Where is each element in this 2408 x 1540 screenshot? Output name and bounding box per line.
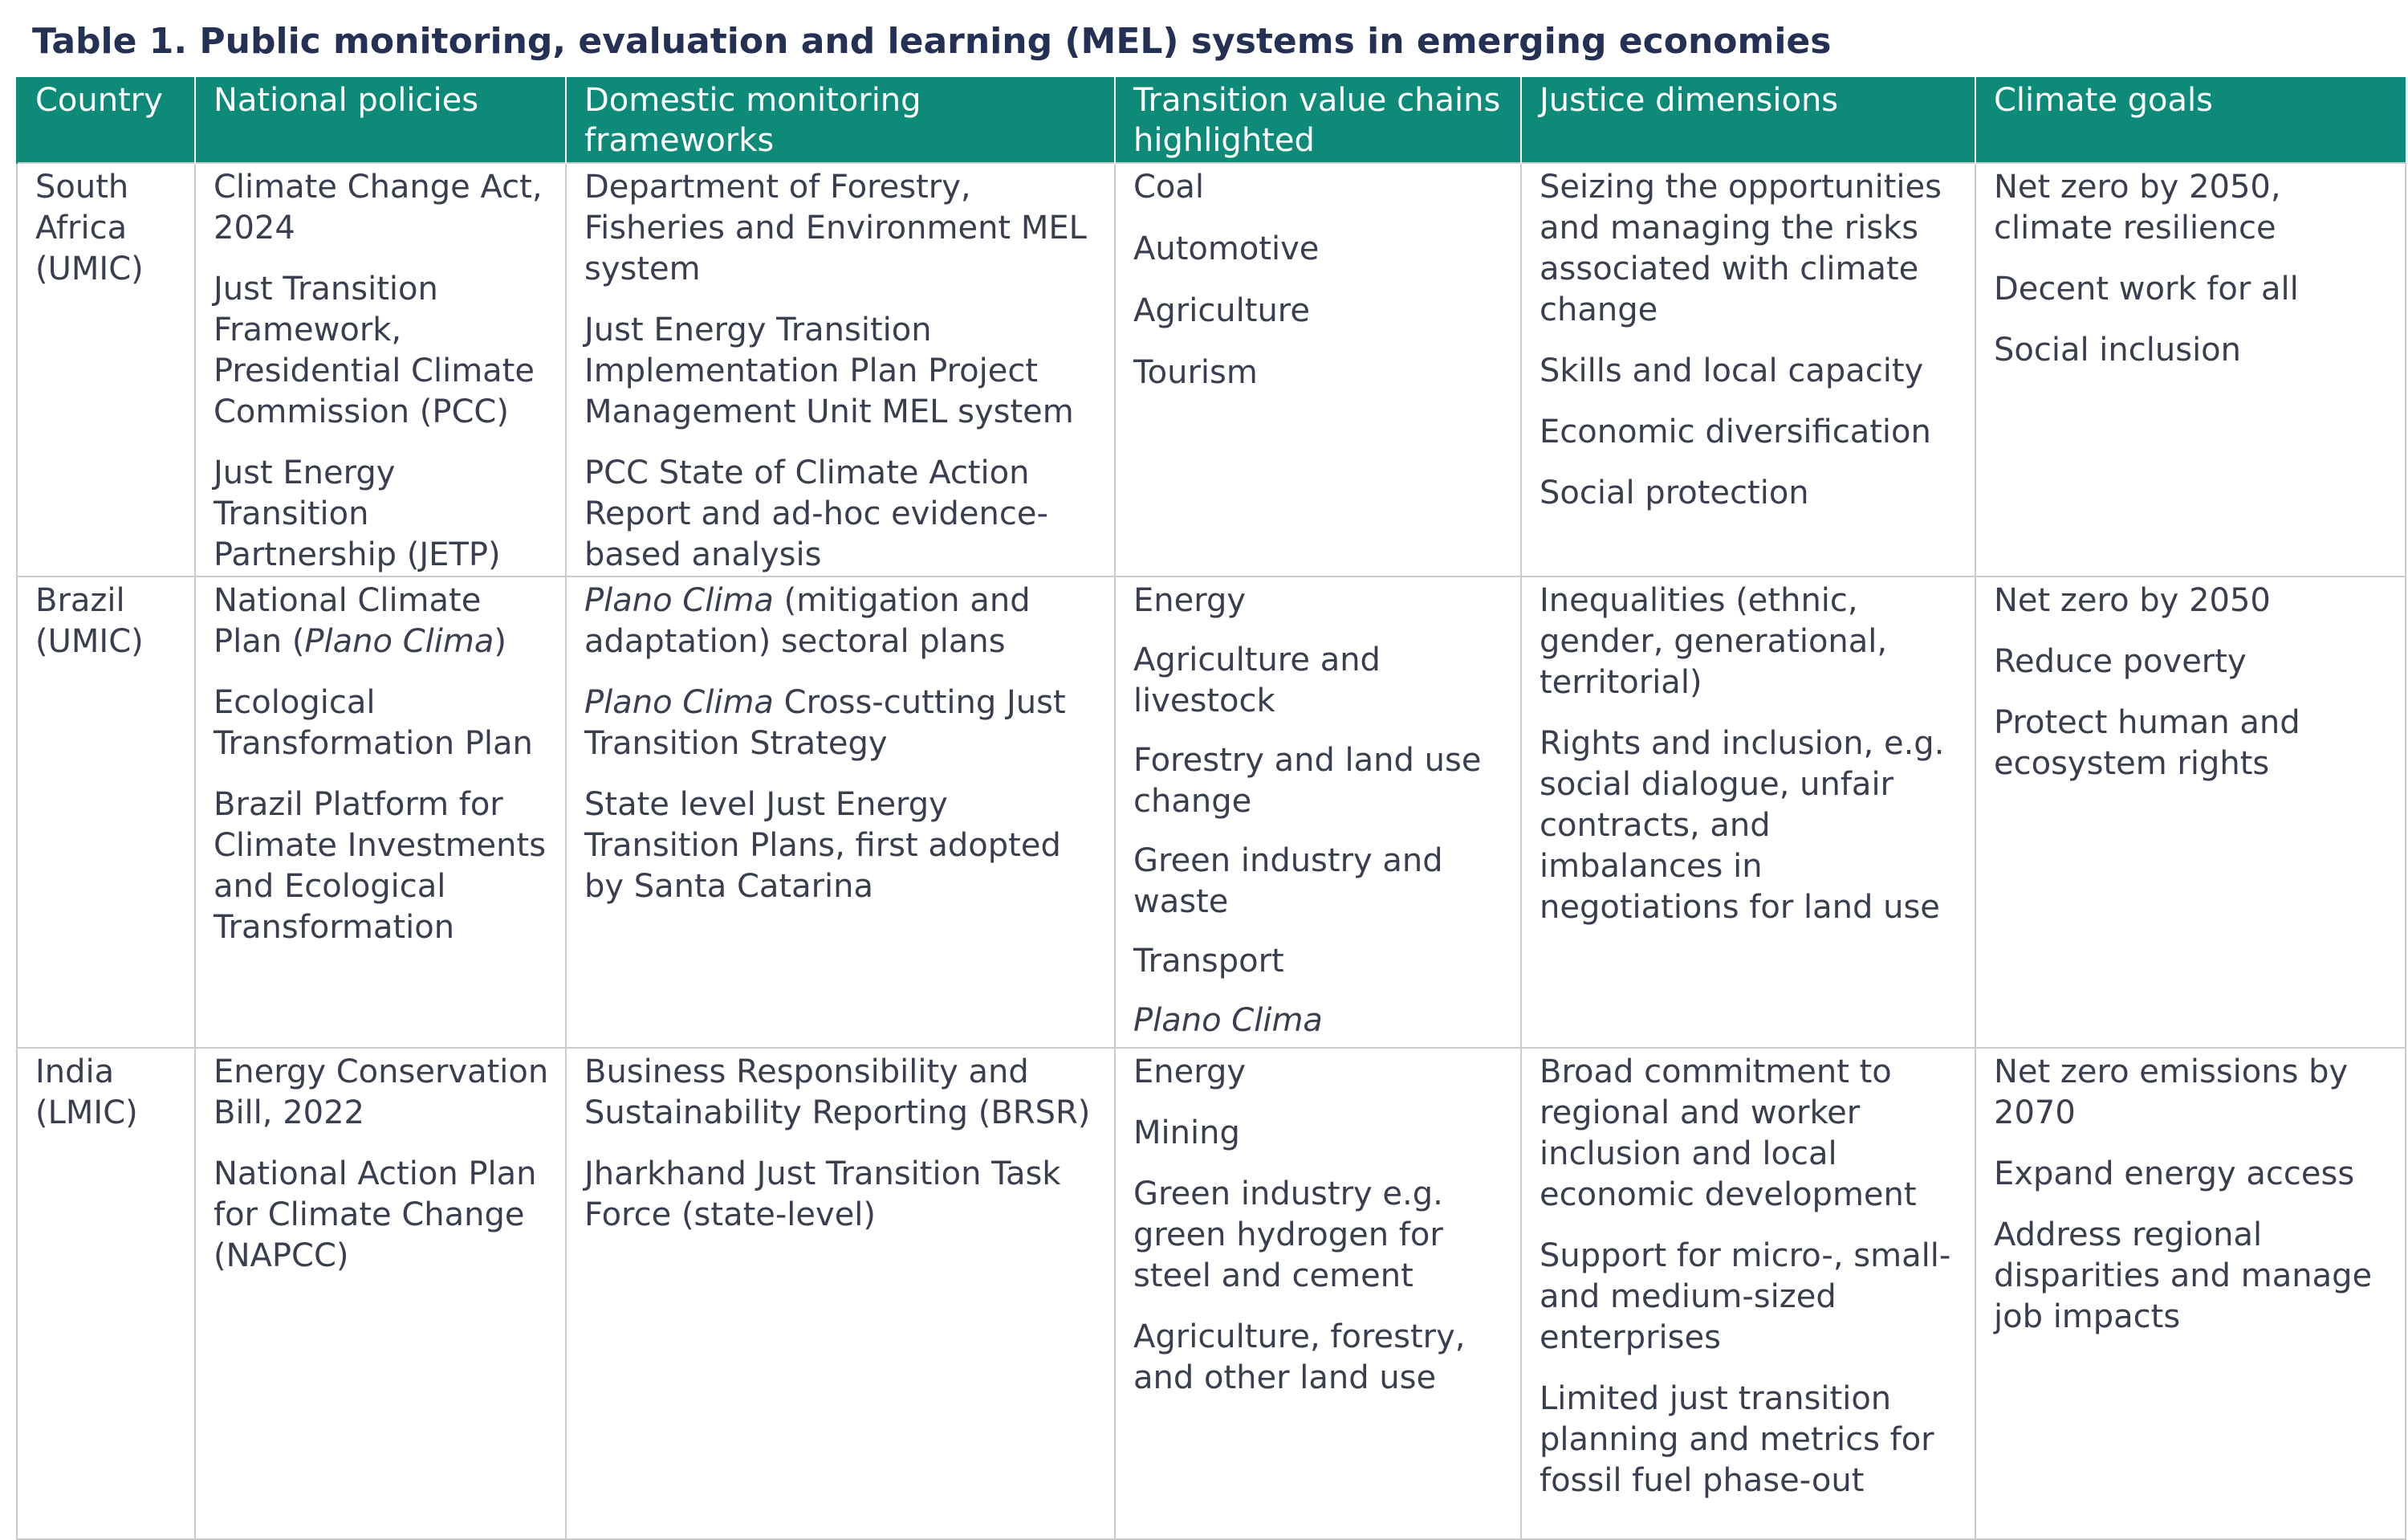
framework-item: Just Energy Transition Implementation Plan Project Management Unit MEL system bbox=[584, 312, 1074, 430]
justice-item: Inequalities (ethnic, gender, generational, territorial) bbox=[1540, 582, 1888, 701]
framework-plan-name: Plano Clima bbox=[584, 684, 774, 721]
table-header-row bbox=[17, 77, 2406, 163]
framework-text: (mitigation and adaptation) sectoral plans bbox=[584, 582, 1031, 660]
country-name: South Africa (UMIC) bbox=[35, 169, 144, 287]
goal-item: Address regional disparities and manage job impacts bbox=[1994, 1216, 2373, 1335]
value-chains-cell bbox=[1115, 163, 1521, 576]
policy-item: Brazil Platform for Climate Investments and Ecological Transformation bbox=[214, 786, 547, 946]
value-chain-item: Agriculture, forestry, and other land use bbox=[1133, 1318, 1466, 1396]
policy-item: Just Transition Framework, Presidential Climate Commission (PCC) bbox=[214, 271, 535, 430]
frameworks-cell bbox=[566, 163, 1115, 576]
frameworks-cell bbox=[566, 576, 1115, 1048]
goal-item: Decent work for all bbox=[1994, 271, 2299, 308]
value-chain-item: Automotive bbox=[1133, 230, 1320, 267]
country-cell bbox=[17, 163, 195, 576]
goal-item: Social inclusion bbox=[1994, 332, 2242, 369]
country-cell bbox=[17, 576, 195, 1048]
value-chain-item: Forestry and land use change bbox=[1133, 742, 1482, 820]
justice-item: Limited just transition planning and metrics for fossil fuel phase-out bbox=[1540, 1380, 1934, 1499]
column-header-transition-value-chains: Transition value chains highlighted bbox=[1115, 77, 1521, 163]
mel-systems-table bbox=[16, 77, 2406, 1540]
policy-plan-name: Plano Clima bbox=[304, 623, 494, 660]
column-header-climate-goals: Climate goals bbox=[1975, 77, 2406, 163]
policy-item bbox=[214, 581, 552, 662]
policies-cell bbox=[195, 576, 566, 1048]
value-chain-item: Mining bbox=[1133, 1114, 1240, 1151]
value-chain-item: Transport bbox=[1133, 943, 1284, 980]
justice-item: Broad commitment to regional and worker inclusion and local economic development bbox=[1540, 1053, 1917, 1213]
value-chain-item: Green industry and waste bbox=[1133, 842, 1443, 920]
country-name: India (LMIC) bbox=[35, 1053, 138, 1131]
country-name: Brazil (UMIC) bbox=[35, 582, 144, 660]
justice-item: Rights and inclusion, e.g. social dialogue, unfair contracts, and imbalances in negotiations for land use bbox=[1540, 725, 1945, 926]
policies-cell bbox=[195, 1048, 566, 1539]
value-chain-item: Agriculture bbox=[1133, 292, 1310, 329]
goals-cell bbox=[1975, 163, 2406, 576]
policy-item: National Action Plan for Climate Change (NAPCC) bbox=[214, 1155, 537, 1274]
column-header-national-policies: National policies bbox=[195, 77, 566, 163]
justice-item: Skills and local capacity bbox=[1540, 352, 1924, 389]
goal-item: Reduce poverty bbox=[1994, 643, 2247, 680]
table-row-south-africa bbox=[17, 163, 2406, 576]
value-chain-item: Energy bbox=[1133, 582, 1247, 619]
framework-item: Department of Forestry, Fisheries and Environment MEL system bbox=[584, 169, 1087, 287]
policy-item: Climate Change Act, 2024 bbox=[214, 169, 543, 246]
framework-item: State level Just Energy Transition Plans, first adopted by Santa Catarina bbox=[584, 786, 1061, 905]
framework-text: Cross-cutting Just Transition Strategy bbox=[584, 684, 1066, 762]
goal-item: Protect human and ecosystem rights bbox=[1994, 704, 2300, 782]
table-row-india bbox=[17, 1048, 2406, 1539]
table-row-brazil bbox=[17, 576, 2406, 1048]
frameworks-cell bbox=[566, 1048, 1115, 1539]
goal-item: Net zero by 2050 bbox=[1994, 582, 2271, 619]
policy-item: Energy Conservation Bill, 2022 bbox=[214, 1053, 549, 1131]
policy-item: Just Energy Transition Partnership (JETP) bbox=[214, 454, 501, 573]
column-header-justice-dimensions: Justice dimensions bbox=[1521, 77, 1975, 163]
value-chain-item: Agriculture and livestock bbox=[1133, 642, 1381, 719]
framework-item: Business Responsibility and Sustainability Reporting (BRSR) bbox=[584, 1053, 1091, 1131]
value-chains-cell bbox=[1115, 1048, 1521, 1539]
framework-item: Jharkhand Just Transition Task Force (state-level) bbox=[584, 1155, 1061, 1233]
value-chain-item: Green industry e.g. green hydrogen for steel and cement bbox=[1133, 1175, 1443, 1294]
value-chain-item: Tourism bbox=[1133, 354, 1258, 391]
justice-item: Economic diversification bbox=[1540, 414, 1931, 450]
goals-cell bbox=[1975, 1048, 2406, 1539]
goal-item: Net zero emissions by 2070 bbox=[1994, 1053, 2349, 1131]
column-header-domestic-monitoring-frameworks: Domestic monitoring frameworks bbox=[566, 77, 1115, 163]
table-title: Table 1. Public monitoring, evaluation and learning (MEL) systems in emerging economies bbox=[32, 21, 1832, 62]
justice-cell bbox=[1521, 576, 1975, 1048]
value-chain-item: Energy bbox=[1133, 1053, 1247, 1090]
value-chain-item: Plano Clima bbox=[1133, 1002, 1323, 1039]
goal-item: Net zero by 2050, climate resilience bbox=[1994, 169, 2281, 246]
justice-cell bbox=[1521, 1048, 1975, 1539]
value-chains-cell bbox=[1115, 576, 1521, 1048]
justice-item: Support for micro-, small- and medium-sized enterprises bbox=[1540, 1237, 1951, 1356]
goals-cell bbox=[1975, 576, 2406, 1048]
policies-cell bbox=[195, 163, 566, 576]
policy-text: ) bbox=[494, 623, 506, 660]
framework-item bbox=[584, 682, 1101, 764]
policy-text: National Climate Plan ( bbox=[214, 582, 482, 660]
value-chain-item: Coal bbox=[1133, 169, 1205, 206]
policy-item: Ecological Transformation Plan bbox=[214, 684, 533, 762]
country-cell bbox=[17, 1048, 195, 1539]
framework-item bbox=[584, 581, 1101, 662]
justice-cell bbox=[1521, 163, 1975, 576]
column-header-country: Country bbox=[17, 77, 195, 163]
justice-item: Social protection bbox=[1540, 475, 1809, 511]
justice-item: Seizing the opportunities and managing the risks associated with climate change bbox=[1540, 169, 1942, 328]
framework-item: PCC State of Climate Action Report and ad-hoc evidence-based analysis bbox=[584, 454, 1048, 573]
framework-plan-name: Plano Clima bbox=[584, 582, 774, 619]
goal-item: Expand energy access bbox=[1994, 1155, 2355, 1192]
